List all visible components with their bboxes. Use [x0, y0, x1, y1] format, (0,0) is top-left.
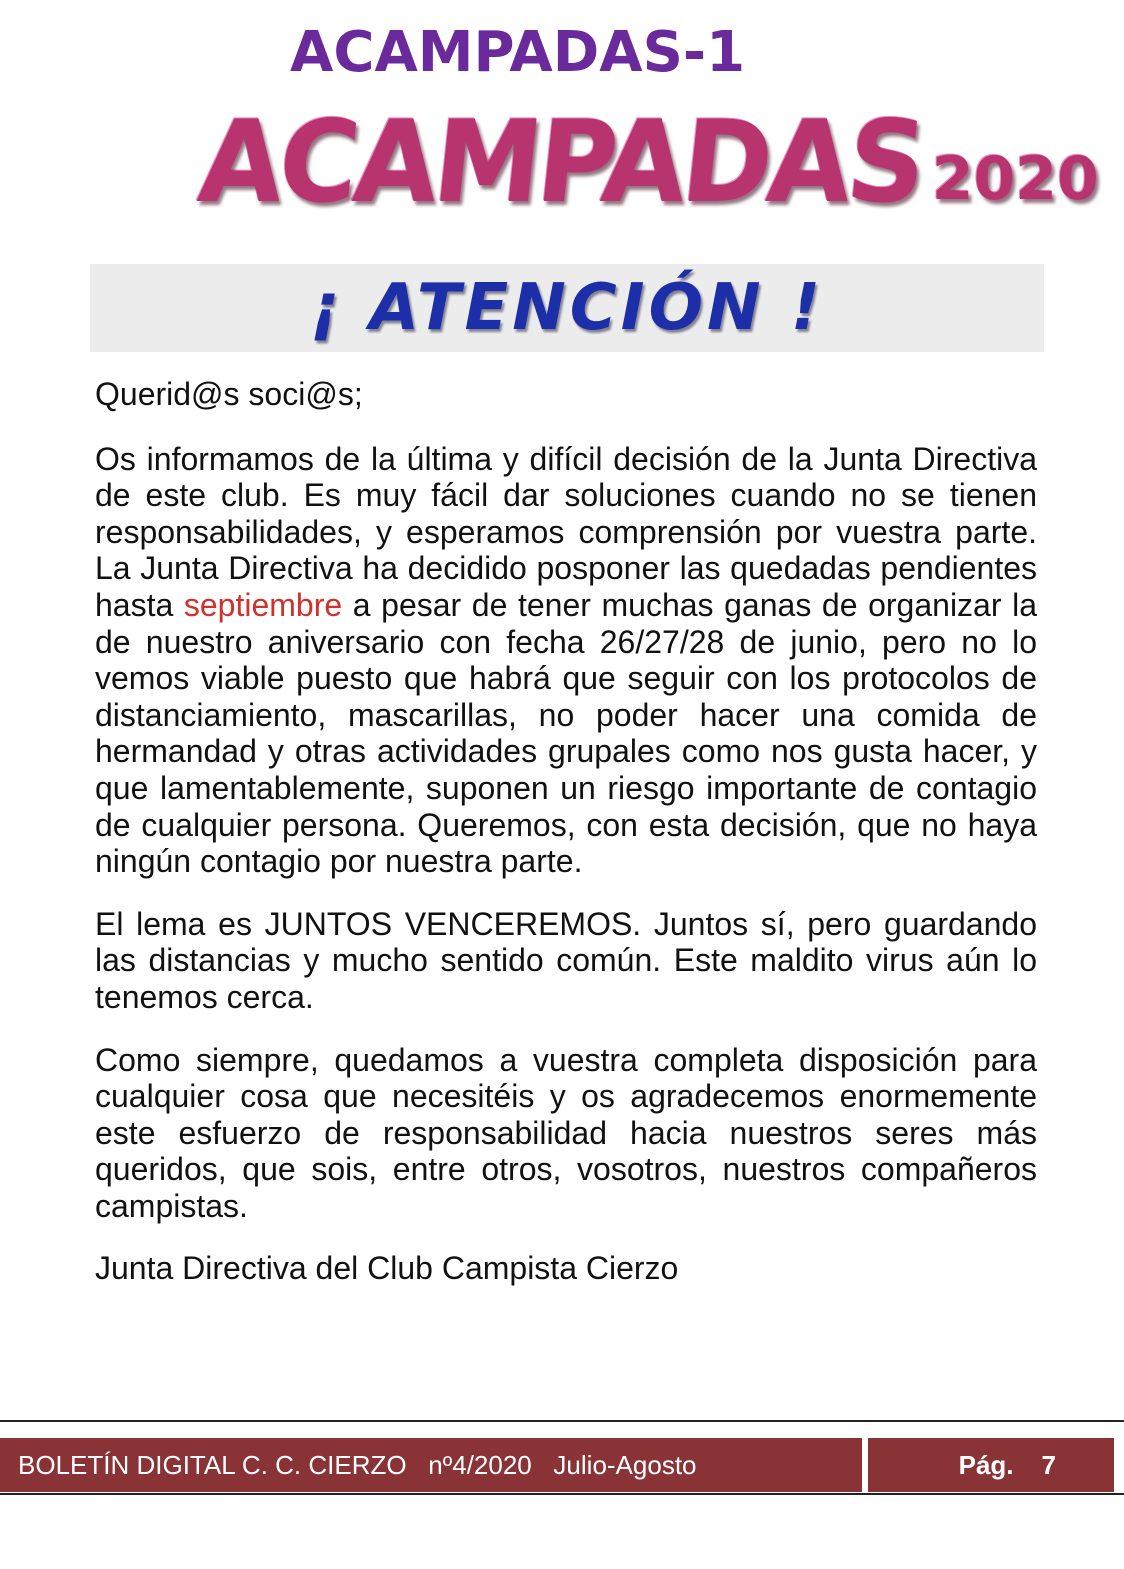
attention-text: ¡ ATENCIÓN ! — [309, 271, 825, 345]
signature: Junta Directiva del Club Campista Cierzo — [95, 1250, 679, 1287]
paragraph-1-before: Os informamos de la última y difícil decisión de la Junta Directiva de este club. Es muy fácil dar soluciones cuando no se tienen responsabilidades, y esperamos comprensión por vuestra parte. La Junta Directiva ha decidido posponer las quedadas pendientes hasta — [95, 440, 1037, 623]
footer-divider-top — [0, 1420, 1124, 1422]
letter-body — [95, 376, 1037, 1313]
salutation: Querid@s soci@s; — [95, 376, 363, 412]
footer-page-box — [868, 1438, 1114, 1492]
paragraph-3: Como siempre, quedamos a vuestra completa disposición para cualquier cosa que necesitéis y os agradecemos enormemente este esfuerzo de responsabilidad hacia nuestros seres más queridos, que sois, entre otros, vosotros, nuestros compañeros campistas. — [95, 1041, 1037, 1224]
headline — [193, 96, 1099, 229]
headline-main: ACAMPADAS — [193, 96, 929, 229]
attention-banner — [90, 264, 1044, 352]
highlight-month: septiembre — [183, 586, 343, 623]
footer-publication-bar — [0, 1438, 862, 1492]
paragraph-1-after: a pesar de tener muchas ganas de organizar la de nuestro aniversario con fecha 26/27/28 de junio, pero no lo vemos viable puesto que habrá que seguir con los protocolos de distanciamiento, mascarillas, no poder hacer una comida de hermandad y otras actividades grupales como nos gusta hacer, y que lamentablemente, suponen un riesgo importante de contagio de cualquier persona. Queremos, con esta decisión, que no haya ningún contagio por nuestra parte. — [95, 586, 1038, 880]
page-number: 7 — [1041, 1449, 1056, 1480]
footer-publication: BOLETÍN DIGITAL C. C. CIERZO nº4/2020 Julio-Agosto — [18, 1449, 697, 1480]
footer-divider-bottom — [0, 1493, 1124, 1495]
headline-year: 2020 — [931, 144, 1099, 214]
page-label: Pág. — [958, 1449, 1014, 1480]
section-title: ACAMPADAS-1 — [290, 20, 746, 85]
paragraph-2: El lema es JUNTOS VENCEREMOS. Juntos sí, pero guardando las distancias y mucho sentido común. Este maldito virus aún lo tenemos cerca. — [95, 905, 1037, 1015]
paragraph-1 — [95, 441, 1037, 880]
